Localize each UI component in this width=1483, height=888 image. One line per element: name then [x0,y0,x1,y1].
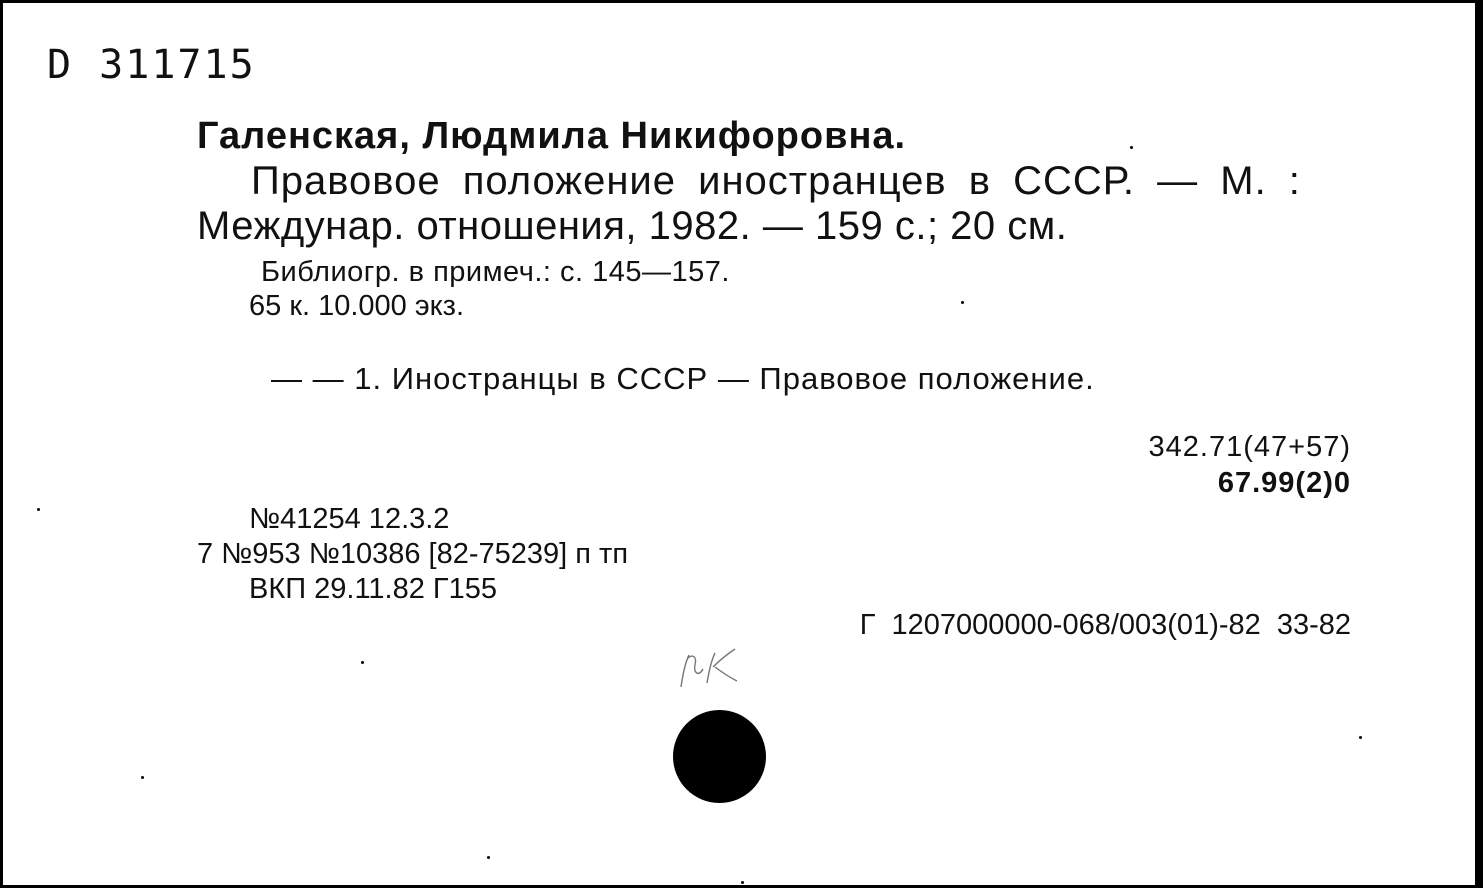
speck [487,856,490,859]
inventory-number: D 311715 [47,42,256,88]
speck [361,661,364,664]
speck [37,508,40,511]
bibliography-note: Библиогр. в примеч.: с. 145—157. [261,256,730,288]
speck [961,301,964,304]
filing-hole [673,710,766,803]
speck [741,881,744,884]
speck [141,776,144,779]
publisher-code: Г 1207000000-068/003(01)-82 33-82 [859,609,1351,641]
title-line-1: Правовое положение иностранцев в СССР. — М. : [251,159,1301,203]
speck [1130,146,1133,149]
price-and-print-run: 65 к. 10.000 экз. [249,290,465,322]
handwritten-mark [677,643,747,693]
title-line-2: Междунар. отношения, 1982. — 159 с.; 20 см. [197,204,1068,248]
technical-line-3: ВКП 29.11.82 Г155 [249,573,498,605]
udc-index: 342.71(47+57) [1148,431,1351,463]
author-heading: Галенская, Людмила Никифоровна. [197,115,907,157]
technical-line-1: №41254 12.3.2 [249,503,450,535]
subject-heading: — — 1. Иностранцы в СССР — Правовое положение. [271,361,1095,396]
bbk-index: 67.99(2)0 [1217,467,1351,499]
technical-line-2: 7 №953 №10386 [82-75239] п тп [197,538,629,570]
speck [1359,736,1362,739]
